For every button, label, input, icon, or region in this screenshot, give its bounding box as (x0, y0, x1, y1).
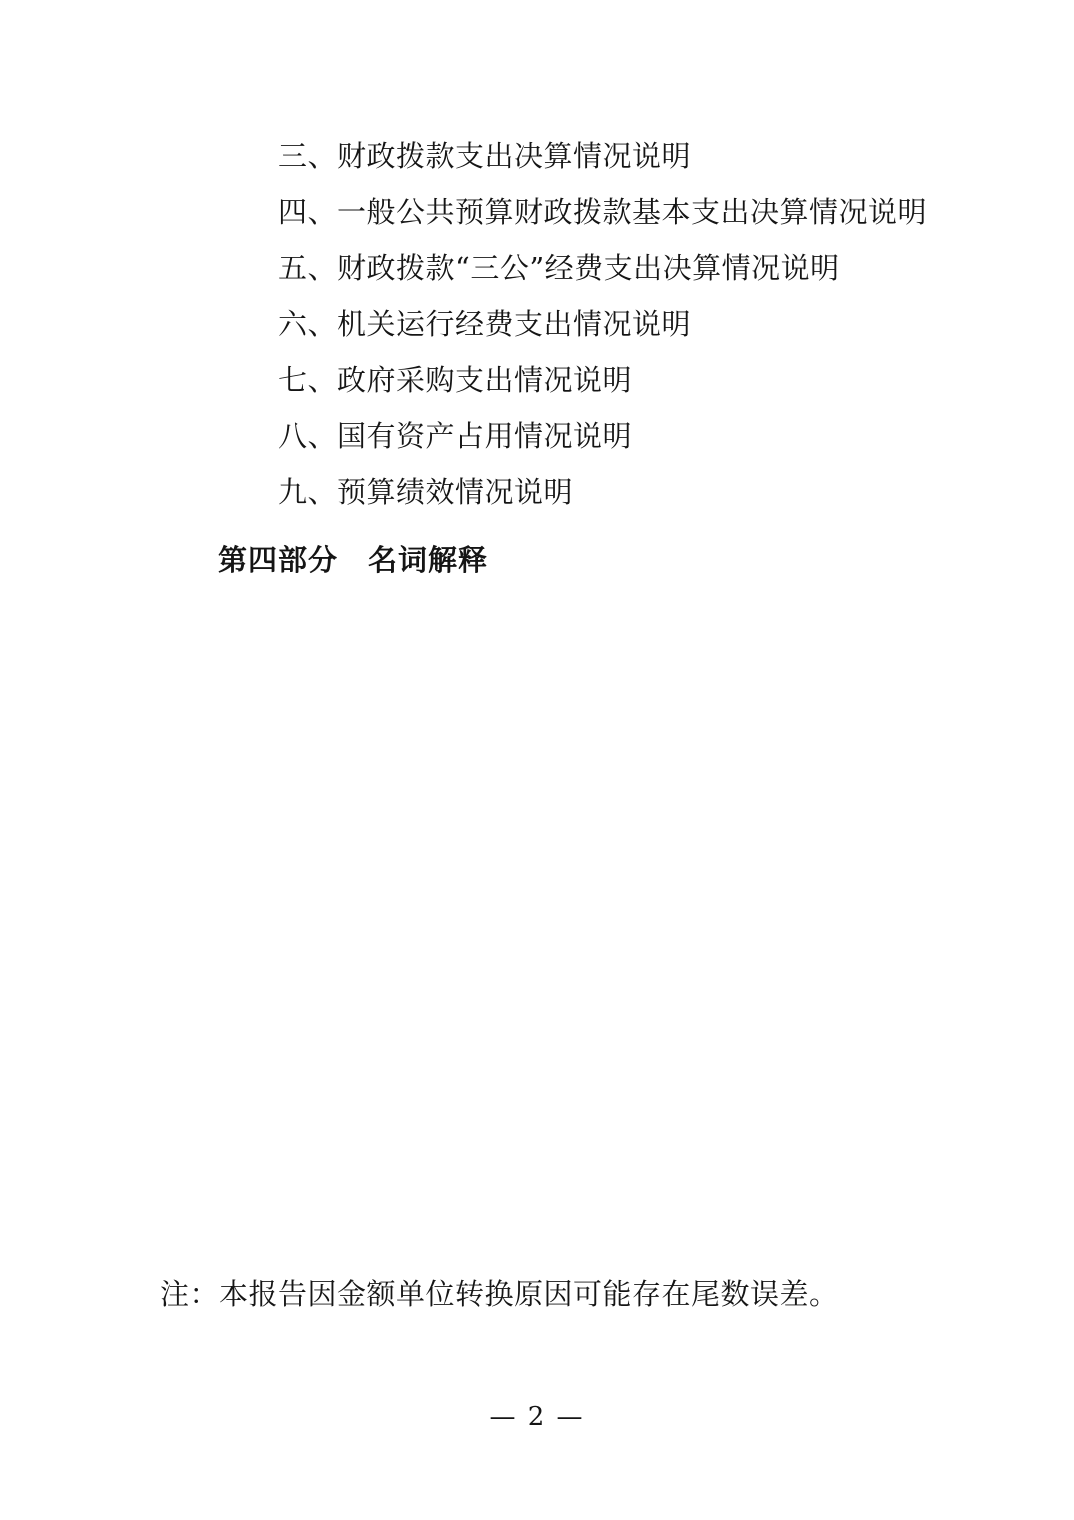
document-note: 注：本报告因金额单位转换原因可能存在尾数误差。 (160, 1277, 839, 1311)
toc-entry[interactable]: 六、机关运行经费支出情况说明 (278, 307, 692, 341)
toc-entry-part[interactable]: 第四部分 名词解释 (218, 543, 489, 577)
toc-entry[interactable]: 九、预算绩效情况说明 (278, 475, 574, 509)
page-number: — 2 — (489, 1402, 585, 1432)
toc-entry[interactable]: 四、一般公共预算财政拨款基本支出决算情况说明 (278, 195, 928, 229)
toc-entry[interactable]: 五、财政拨款“三公”经费支出决算情况说明 (278, 251, 840, 285)
toc-entry[interactable]: 八、国有资产占用情况说明 (278, 419, 633, 453)
toc-entry[interactable]: 三、财政拨款支出决算情况说明 (278, 139, 692, 173)
table-of-contents (0, 128, 1074, 588)
toc-entry[interactable]: 七、政府采购支出情况说明 (278, 363, 633, 397)
